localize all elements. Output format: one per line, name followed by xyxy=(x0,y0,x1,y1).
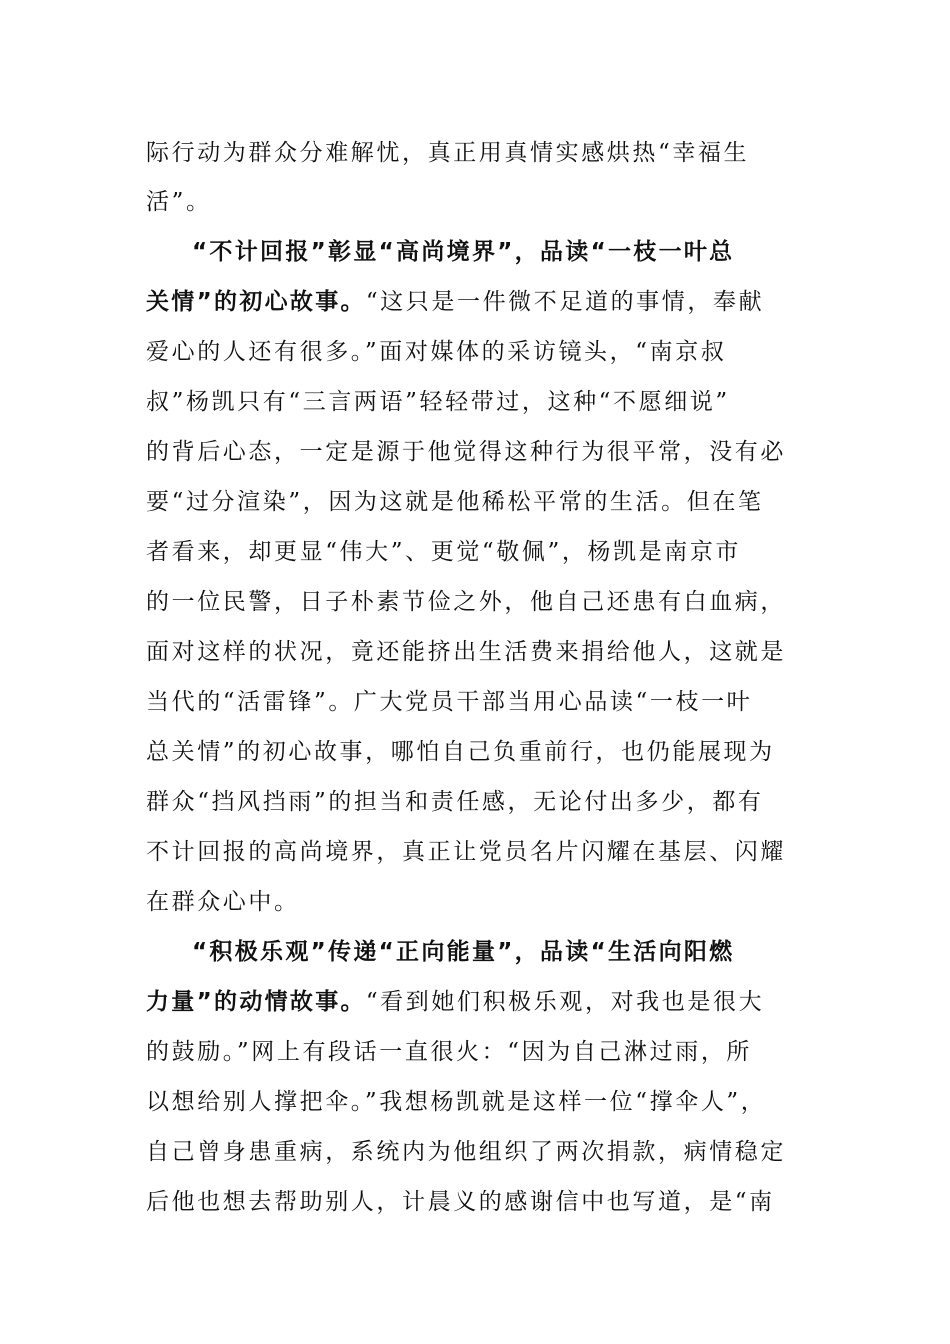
text-line xyxy=(146,1136,796,1168)
text-run: 在群众心中。 xyxy=(146,889,300,915)
bold-text-run: “不计回报”彰显“高尚境界”，品读“一枝一叶总 xyxy=(192,239,735,265)
bold-text-run: “积极乐观”传递“正向能量”，品读“生活向阳燃 xyxy=(192,939,735,965)
text-run: 爱心的人还有很多。”面对媒体的采访镜头，“南京叔 xyxy=(146,339,727,365)
text-run: “看到她们积极乐观，对我也是很大 xyxy=(365,989,765,1015)
text-line xyxy=(146,986,796,1018)
text-run: 要“过分渲染”，因为这就是他稀松平常的生活。但在笔 xyxy=(146,489,764,515)
text-line xyxy=(146,736,796,768)
text-line xyxy=(146,686,796,718)
text-line xyxy=(146,386,796,418)
text-run: 当代的“活雷锋”。广大党员干部当用心品读“一枝一叶 xyxy=(146,689,753,715)
text-run: 的一位民警，日子朴素节俭之外，他自己还患有白血病， xyxy=(146,589,786,615)
text-run: 叔”杨凯只有“三言两语”轻轻带过，这种“不愿细说” xyxy=(146,389,730,415)
bold-text-run: 力量”的动情故事。 xyxy=(146,989,366,1015)
text-run: 活”。 xyxy=(146,189,212,215)
section-heading xyxy=(192,936,842,968)
text-line xyxy=(146,286,796,318)
text-run: 不计回报的高尚境界，真正让党员名片闪耀在基层、闪耀 xyxy=(146,839,786,865)
text-run: 面对这样的状况，竟还能挤出生活费来捐给他人，这就是 xyxy=(146,639,786,665)
text-run: “这只是一件微不足道的事情，奉献 xyxy=(365,289,765,315)
text-line xyxy=(146,586,796,618)
text-line xyxy=(146,486,796,518)
text-run: 总关情”的初心故事，哪怕自己负重前行，也仍能展现为 xyxy=(146,739,775,765)
text-run: 者看来，却更显“伟大”、更觉“敬佩”，杨凯是南京市 xyxy=(146,539,742,565)
text-run: 群众“挡风挡雨”的担当和责任感，无论付出多少，都有 xyxy=(146,789,764,815)
text-line xyxy=(146,186,796,218)
text-line xyxy=(146,336,796,368)
text-line xyxy=(146,636,796,668)
text-run: 以想给别人撑把伞。”我想杨凯就是这样一位“撑伞人”， xyxy=(146,1089,767,1115)
text-run: 的鼓励。”网上有段话一直很火：“因为自己淋过雨，所 xyxy=(146,1039,753,1065)
text-line xyxy=(146,1086,796,1118)
text-run: 的背后心态，一定是源于他觉得这种行为很平常，没有必 xyxy=(146,439,786,465)
text-line xyxy=(146,536,796,568)
text-run: 际行动为群众分难解忧，真正用真情实感烘热“幸福生 xyxy=(146,140,750,166)
text-line xyxy=(146,886,796,918)
text-line xyxy=(146,1186,796,1218)
text-line xyxy=(146,1036,796,1068)
text-line xyxy=(146,836,796,868)
bold-text-run: 关情”的初心故事。 xyxy=(146,289,366,315)
text-line xyxy=(146,436,796,468)
text-line xyxy=(146,137,796,169)
text-run: 后他也想去帮助别人，计晨义的感谢信中也写道，是“南 xyxy=(146,1189,775,1215)
section-heading xyxy=(192,236,842,268)
text-run: 自己曾身患重病，系统内为他组织了两次捐款，病情稳定 xyxy=(146,1139,786,1165)
text-line xyxy=(146,786,796,818)
